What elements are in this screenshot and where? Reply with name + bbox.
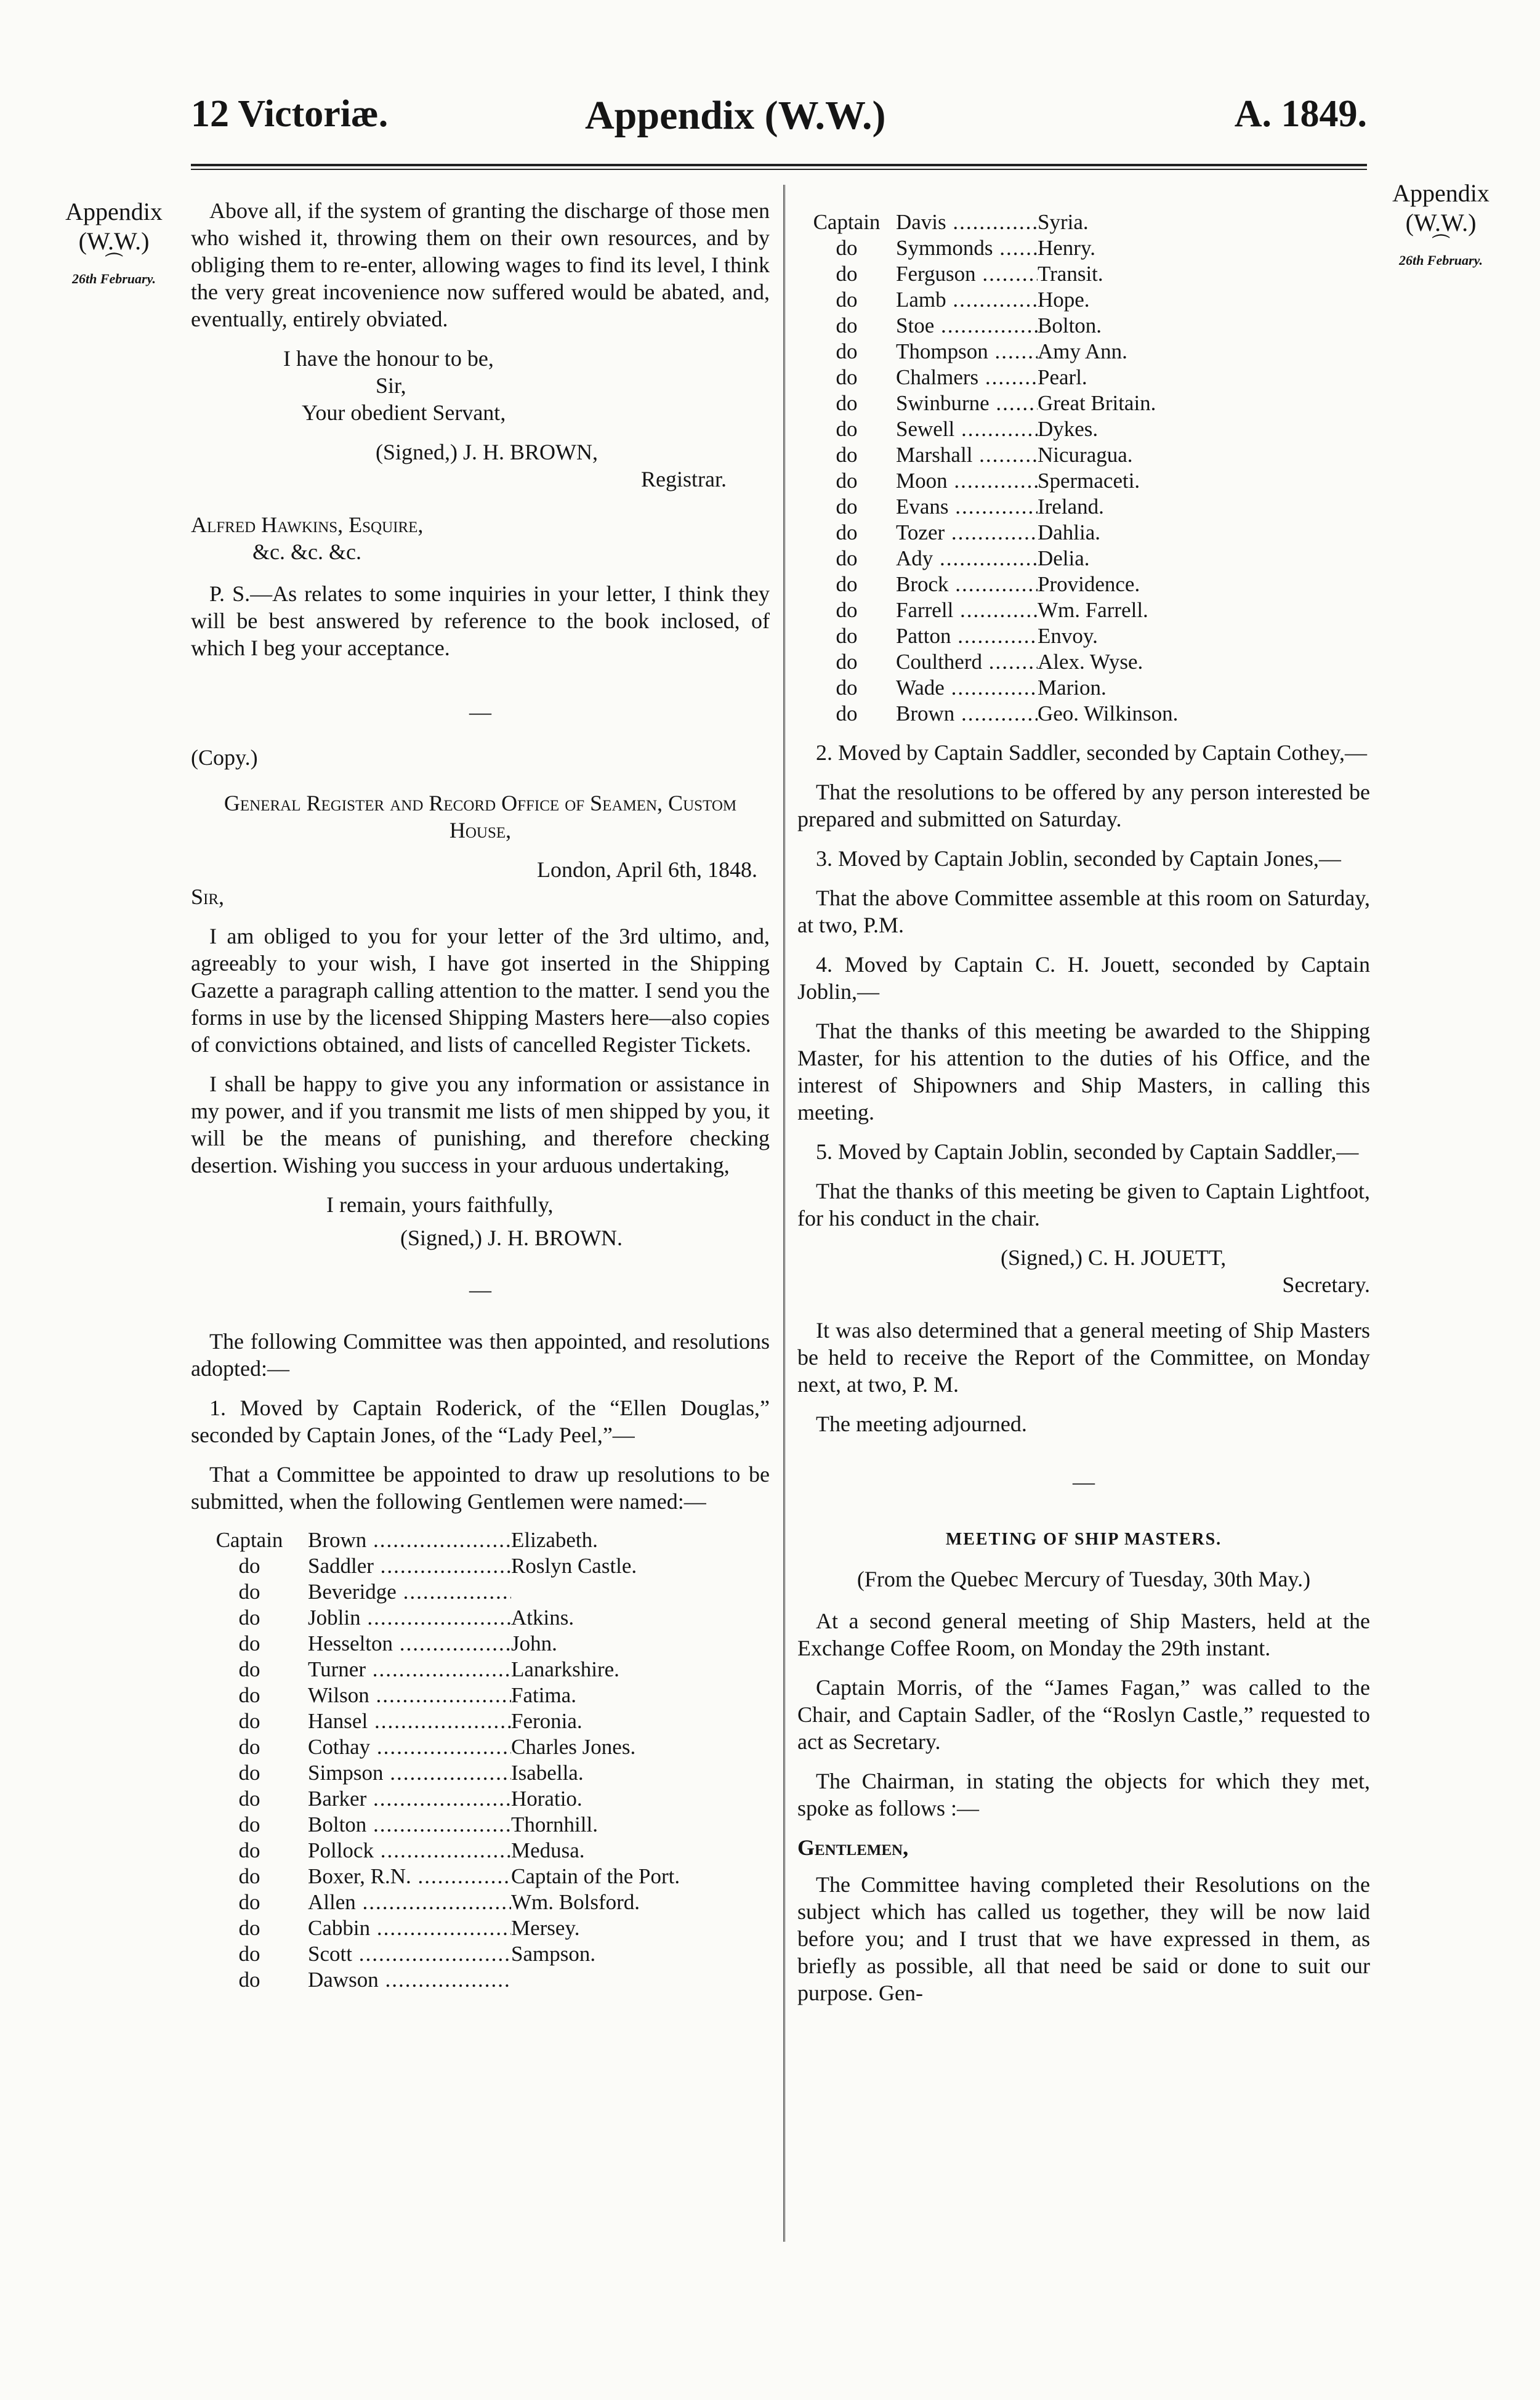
- roster-name: Chalmers .....: [896, 365, 1038, 390]
- roster-name: Marshall .....: [896, 442, 1038, 468]
- roster-rank: do: [836, 495, 858, 519]
- roster-name: Evans .....: [896, 494, 1038, 520]
- roster-rank: do: [836, 572, 858, 596]
- roster-row: [191, 1553, 770, 1579]
- roster-ship: Captain of the Port.: [511, 1864, 680, 1888]
- roster-row: [191, 1864, 770, 1889]
- roster-row: [797, 442, 1370, 468]
- roster-name: Lamb .....: [896, 287, 1038, 313]
- roster-row: [191, 1967, 770, 1993]
- roster-ship: Amy Ann.: [1038, 339, 1127, 363]
- roster-row: [797, 235, 1370, 261]
- roster-name: Allen .....: [308, 1889, 511, 1915]
- roster-name: Hesselton .....: [308, 1631, 511, 1657]
- closing-line: Sir,: [376, 373, 406, 398]
- header-session: 12 Victoriæ.: [191, 93, 389, 135]
- separator: —: [1073, 1469, 1095, 1494]
- margin-brace-icon: ⏜: [105, 253, 123, 273]
- roster-row: [191, 1579, 770, 1605]
- roster-ship: Ireland.: [1038, 495, 1104, 519]
- closing-line: I remain, yours faithfully,: [326, 1192, 554, 1217]
- resolution: 2. Moved by Captain Saddler, seconded by Captain Cothey,—: [816, 740, 1368, 765]
- header-rule: [191, 164, 1367, 166]
- roster-ship: [511, 1579, 770, 1605]
- paragraph: Captain Morris, of the “James Fagan,” was called to the Chair, and Captain Sadler, of the “Roslyn Castle,” requested to act as Secretary.: [797, 1675, 1370, 1754]
- roster-rank: do: [836, 339, 858, 363]
- roster-row: [797, 649, 1370, 675]
- roster-rank: do: [836, 546, 858, 570]
- roster-ship: Mersey.: [511, 1916, 580, 1940]
- margin-date: 26th February.: [1398, 253, 1483, 268]
- committee-roster-continued: [797, 209, 1370, 727]
- roster-row: [191, 1527, 770, 1553]
- copy-label: (Copy.): [191, 745, 258, 770]
- postscript: P. S.—As relates to some inquiries in your letter, I think they will be best answered by reference to the book inclosed, of which I beg your acceptance.: [191, 581, 770, 660]
- margin-appendix-code: (W.W.): [78, 227, 150, 255]
- salutation: Sir,: [191, 884, 225, 909]
- roster-ship: Geo. Wilkinson.: [1038, 701, 1179, 725]
- resolution: 4. Moved by Captain C. H. Jouett, seconded by Captain Joblin,—: [797, 952, 1370, 1004]
- roster-ship: Wm. Bolsford.: [511, 1890, 640, 1914]
- paragraph: At a second general meeting of Ship Masters, held at the Exchange Coffee Room, on Monday the 29th instant.: [797, 1609, 1370, 1660]
- roster-ship: Pearl.: [1038, 365, 1087, 389]
- roster-rank: do: [836, 598, 858, 622]
- roster-name: Ady .....: [896, 546, 1038, 572]
- roster-name: Saddler .....: [308, 1553, 511, 1579]
- roster-name: Brown .....: [896, 701, 1038, 727]
- separator: —: [469, 700, 491, 724]
- roster-rank: do: [238, 1606, 260, 1630]
- roster-row: [797, 390, 1370, 416]
- header-year: A. 1849.: [1234, 93, 1367, 135]
- roster-row: [797, 520, 1370, 546]
- resolution: 5. Moved by Captain Joblin, seconded by Captain Saddler,—: [816, 1139, 1359, 1164]
- roster-row: [191, 1786, 770, 1812]
- margin-appendix-label: Appendix: [65, 198, 163, 225]
- roster-ship: Envoy.: [1038, 624, 1098, 648]
- roster-ship: Syria.: [1038, 210, 1089, 234]
- roster-ship: John.: [511, 1631, 557, 1655]
- roster-row: [191, 1657, 770, 1683]
- roster-row: [797, 365, 1370, 390]
- column-divider: [783, 185, 785, 2242]
- roster-rank: Captain: [216, 1528, 283, 1552]
- roster-ship: Delia.: [1038, 546, 1090, 570]
- roster-name: Thompson .....: [896, 339, 1038, 365]
- roster-rank: do: [238, 1761, 260, 1785]
- roster-ship: Isabella.: [511, 1761, 584, 1785]
- roster-name: Hansel .....: [308, 1708, 511, 1734]
- header-appendix: Appendix (W.W.): [585, 93, 886, 138]
- roster-rank: do: [836, 417, 858, 441]
- roster-name: Symmonds .....: [896, 235, 1038, 261]
- roster-rank: do: [836, 520, 858, 544]
- source-note: (From the Quebec Mercury of Tuesday, 30th May.): [857, 1567, 1311, 1591]
- paragraph: Above all, if the system of granting the discharge of those men who wished it, throwing them on their own resources, and by obliging them to re-enter, allowing wages to find its level, I think the very great incovenience now suffered would be abated, and, eventually, entirely obviated.: [191, 198, 770, 331]
- roster-name: Boxer, R.N. .....: [308, 1864, 511, 1889]
- roster-row: [191, 1683, 770, 1708]
- roster-ship: Lanarkshire.: [511, 1657, 619, 1681]
- roster-rank: do: [836, 469, 858, 493]
- signature: (Signed,) C. H. JOUETT,: [1001, 1245, 1227, 1270]
- roster-row: [191, 1631, 770, 1657]
- roster-name: Bolton .....: [308, 1812, 511, 1838]
- roster-name: Dawson .....: [308, 1967, 511, 1993]
- closing-line: Your obedient Servant,: [302, 400, 506, 425]
- roster-name: Sewell .....: [896, 416, 1038, 442]
- resolution: 3. Moved by Captain Joblin, seconded by Captain Jones,—: [816, 846, 1341, 871]
- roster-ship: Nicuragua.: [1038, 443, 1133, 467]
- roster-rank: do: [238, 1735, 260, 1759]
- roster-row: [191, 1915, 770, 1941]
- roster-row: [797, 287, 1370, 313]
- roster-row: [191, 1889, 770, 1915]
- margin-appendix-label: Appendix: [1392, 179, 1490, 207]
- roster-name: Brown .....: [308, 1527, 511, 1553]
- closing-line: I have the honour to be,: [283, 346, 494, 371]
- roster-ship: Sampson.: [511, 1942, 596, 1966]
- roster-ship: [511, 1967, 770, 1993]
- roster-ship: Alex. Wyse.: [1038, 650, 1143, 674]
- addressee-etc: &c. &c. &c.: [252, 539, 361, 564]
- roster-row: [797, 623, 1370, 649]
- roster-row: [191, 1708, 770, 1734]
- roster-name: Beveridge .....: [308, 1579, 511, 1605]
- roster-rank: do: [836, 443, 858, 467]
- roster-ship: Elizabeth.: [511, 1528, 598, 1552]
- roster-row: [797, 572, 1370, 597]
- resolution-text: That the thanks of this meeting be given to Captain Lightfoot, for his conduct in the chair.: [797, 1179, 1370, 1230]
- header-rule-thin: [191, 169, 1367, 170]
- margin-note-left: [43, 197, 185, 287]
- resolution-text: That the thanks of this meeting be awarded to the Shipping Master, for his attention to the duties of his Office, and the interest of Shipowners and Ship Masters, in calling this meeting.: [797, 1019, 1370, 1125]
- roster-row: [797, 261, 1370, 287]
- roster-ship: Fatima.: [511, 1683, 576, 1707]
- roster-row: [191, 1734, 770, 1760]
- roster-name: Farrell .....: [896, 597, 1038, 623]
- paragraph: I am obliged to you for your letter of the 3rd ultimo, and, agreeably to your wish, I have got inserted in the Shipping Gazette a paragraph calling attention to the matter. I send you the forms in use by the licensed Shipping Masters here—also copies of convictions obtained, and lists of cancelled Register Tickets.: [191, 924, 770, 1057]
- roster-row: [191, 1812, 770, 1838]
- roster-ship: Dykes.: [1038, 417, 1099, 441]
- paragraph: The Committee having completed their Resolutions on the subject which has called us together, they will be now laid before you; and I trust that we have expressed in them, as briefly as possible, all that need be said or done to suit our purpose. Gen-: [797, 1872, 1370, 2005]
- paragraph: It was also determined that a general meeting of Ship Masters be held to receive the Report of the Committee, on Monday next, at two, P. M.: [797, 1318, 1370, 1397]
- dateline: London, April 6th, 1848.: [537, 857, 757, 882]
- roster-row: [797, 675, 1370, 701]
- roster-rank: do: [836, 624, 858, 648]
- left-column: [191, 197, 770, 2005]
- committee-roster: [191, 1527, 770, 1993]
- roster-rank: do: [836, 365, 858, 389]
- roster-ship: Horatio.: [511, 1787, 583, 1811]
- roster-ship: Medusa.: [511, 1838, 585, 1862]
- roster-name: Cothay .....: [308, 1734, 511, 1760]
- paragraph: I shall be happy to give you any information or assistance in my power, and if you transmit me lists of men shipped by you, it will be the means of punishing, and therefore checking desertion. Wishing you success in your arduous undertaking,: [191, 1072, 770, 1178]
- roster-row: [797, 546, 1370, 572]
- roster-ship: Atkins.: [511, 1606, 574, 1630]
- roster-name: Scott .....: [308, 1941, 511, 1967]
- roster-row: [797, 468, 1370, 494]
- roster-ship: Henry.: [1038, 236, 1095, 260]
- roster-rank: do: [238, 1657, 260, 1681]
- roster-row: [191, 1760, 770, 1786]
- roster-rank: do: [238, 1968, 260, 1992]
- roster-rank: do: [238, 1890, 260, 1914]
- roster-row: [797, 339, 1370, 365]
- roster-ship: Bolton.: [1038, 313, 1102, 337]
- roster-name: Davis .....: [896, 209, 1038, 235]
- roster-name: Stoe .....: [896, 313, 1038, 339]
- roster-row: [797, 494, 1370, 520]
- roster-name: Barker .....: [308, 1786, 511, 1812]
- resolution-text: That the above Committee assemble at this room on Saturday, at two, P.M.: [797, 886, 1370, 937]
- roster-name: Swinburne .....: [896, 390, 1038, 416]
- roster-row: [191, 1838, 770, 1864]
- address-heading: Gentlemen,: [797, 1835, 909, 1860]
- roster-ship: Providence.: [1038, 572, 1140, 596]
- roster-ship: Spermaceti.: [1038, 469, 1140, 493]
- roster-name: Coultherd .....: [896, 649, 1038, 675]
- roster-name: Simpson .....: [308, 1760, 511, 1786]
- roster-rank: do: [238, 1709, 260, 1733]
- margin-appendix-code: (W.W.): [1405, 209, 1477, 236]
- paragraph: The meeting adjourned.: [816, 1412, 1027, 1436]
- roster-name: Ferguson .....: [896, 261, 1038, 287]
- roster-name: Brock .....: [896, 572, 1038, 597]
- paragraph: The Chairman, in stating the objects for which they met, spoke as follows :—: [797, 1769, 1370, 1820]
- roster-name: Turner .....: [308, 1657, 511, 1683]
- roster-row: [191, 1605, 770, 1631]
- office-heading: General Register and Record Office of Seamen, Custom House,: [224, 791, 737, 842]
- resolution-text: That the resolutions to be offered by any person interested be prepared and submitted on Saturday.: [797, 780, 1370, 831]
- roster-name: Wilson .....: [308, 1683, 511, 1708]
- roster-rank: do: [238, 1554, 260, 1578]
- roster-rank: Captain: [813, 210, 881, 234]
- roster-name: Pollock .....: [308, 1838, 511, 1864]
- roster-rank: do: [836, 391, 858, 415]
- roster-ship: Charles Jones.: [511, 1735, 636, 1759]
- roster-rank: do: [836, 236, 858, 260]
- roster-ship: Feronia.: [511, 1709, 583, 1733]
- page-header: [191, 92, 1367, 154]
- signature: (Signed,) J. H. BROWN.: [400, 1226, 623, 1250]
- roster-ship: Wm. Farrell.: [1038, 598, 1148, 622]
- roster-rank: do: [836, 262, 858, 286]
- roster-rank: do: [836, 676, 858, 700]
- paragraph: That a Committee be appointed to draw up resolutions to be submitted, when the following Gentlemen were named:—: [191, 1462, 770, 1514]
- right-column: [797, 203, 1370, 2019]
- signature-title: Secretary.: [1282, 1272, 1370, 1297]
- roster-rank: do: [238, 1787, 260, 1811]
- roster-row: [797, 416, 1370, 442]
- roster-rank: do: [238, 1631, 260, 1655]
- roster-rank: do: [238, 1916, 260, 1940]
- roster-rank: do: [238, 1683, 260, 1707]
- roster-rank: do: [238, 1864, 260, 1888]
- roster-row: [797, 597, 1370, 623]
- paragraph: The following Committee was then appointed, and resolutions adopted:—: [191, 1329, 770, 1381]
- roster-rank: do: [238, 1838, 260, 1862]
- margin-date: 26th February.: [71, 271, 156, 286]
- roster-ship: Marion.: [1038, 676, 1107, 700]
- roster-ship: Transit.: [1038, 262, 1103, 286]
- roster-name: Cabbin .....: [308, 1915, 511, 1941]
- addressee: Alfred Hawkins, Esquire,: [191, 512, 424, 537]
- roster-row: [797, 701, 1370, 727]
- roster-row: [797, 313, 1370, 339]
- roster-rank: do: [836, 701, 858, 725]
- roster-ship: Thornhill.: [511, 1812, 598, 1836]
- roster-rank: do: [836, 313, 858, 337]
- separator: —: [469, 1277, 491, 1302]
- roster-rank: do: [238, 1580, 260, 1604]
- section-heading: MEETING OF SHIP MASTERS.: [945, 1530, 1222, 1549]
- signature: (Signed,) J. H. BROWN,: [376, 440, 598, 464]
- roster-ship: Roslyn Castle.: [511, 1554, 637, 1578]
- roster-row: [191, 1941, 770, 1967]
- paragraph: 1. Moved by Captain Roderick, of the “Ellen Douglas,” seconded by Captain Jones, of the “Lady Peel,”—: [191, 1396, 770, 1447]
- margin-note-right: [1361, 179, 1521, 269]
- roster-name: Moon .....: [896, 468, 1038, 494]
- roster-ship: Dahlia.: [1038, 520, 1101, 544]
- roster-name: Joblin .....: [308, 1605, 511, 1631]
- roster-name: Wade .....: [896, 675, 1038, 701]
- roster-rank: do: [238, 1812, 260, 1836]
- roster-ship: Great Britain.: [1038, 391, 1156, 415]
- signature-title: Registrar.: [641, 467, 727, 491]
- roster-name: Tozer .....: [896, 520, 1038, 546]
- roster-rank: do: [238, 1942, 260, 1966]
- roster-rank: do: [836, 288, 858, 312]
- roster-rank: do: [836, 650, 858, 674]
- margin-brace-icon: ⏜: [1432, 235, 1450, 255]
- roster-ship: Hope.: [1038, 288, 1090, 312]
- roster-name: Patton .....: [896, 623, 1038, 649]
- roster-row: [797, 209, 1370, 235]
